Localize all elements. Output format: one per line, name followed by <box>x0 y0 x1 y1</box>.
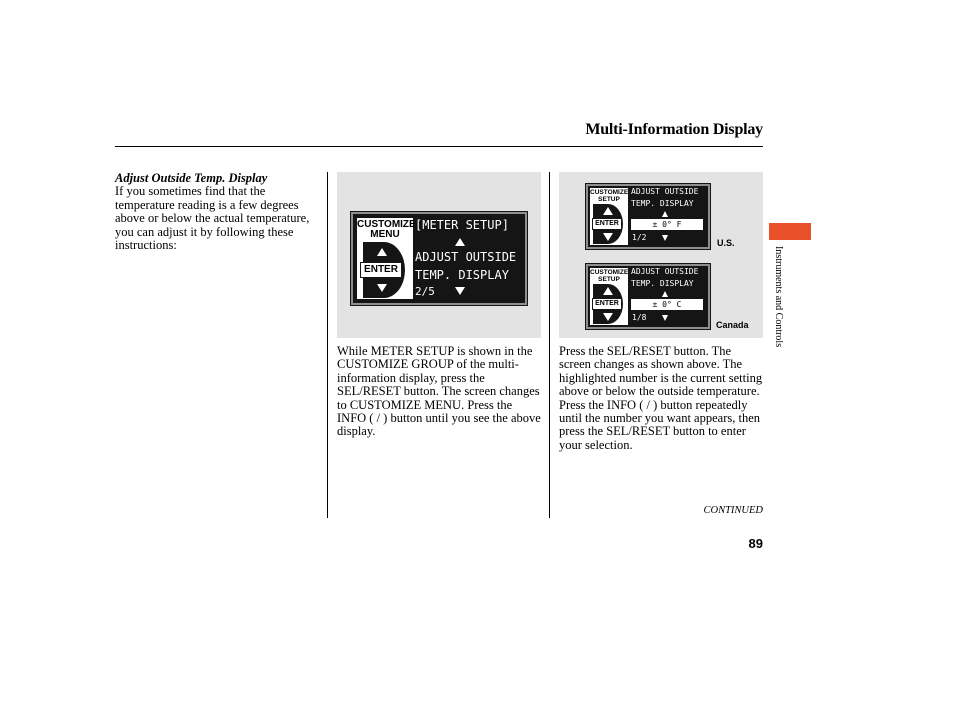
figure-adjust-temp <box>559 172 763 338</box>
page-title: Multi-Information Display <box>585 121 763 138</box>
section-tab-label <box>770 246 784 376</box>
temp-offset-value: ± 0° F <box>631 219 703 230</box>
up-arrow-icon <box>603 287 613 295</box>
up-arrow-icon <box>662 211 668 217</box>
intro-paragraph: If you sometimes find that the temperature reading is a few degrees above or below the actual temperature, you can adjust it by following these instructions: <box>115 184 310 253</box>
display-screen-canada <box>586 264 710 329</box>
customize-label: CUSTOMIZE <box>357 219 416 230</box>
up-arrow-icon <box>662 291 668 297</box>
screen-line-adjust: ADJUST OUTSIDE <box>631 187 699 196</box>
temp-offset-value: ± 0° C <box>631 299 703 310</box>
screen-left-panel <box>590 188 628 245</box>
customize-label: CUSTOMIZE <box>590 269 629 276</box>
left-column <box>115 172 315 252</box>
header-rule <box>115 146 763 147</box>
down-arrow-icon <box>662 315 668 321</box>
down-arrow-icon <box>662 235 668 241</box>
display-screen <box>351 212 527 305</box>
screen-line-meter-setup: [METER SETUP] <box>415 218 509 232</box>
enter-label: ENTER <box>592 218 622 230</box>
menu-label: MENU <box>370 229 400 240</box>
up-arrow-icon <box>603 207 613 215</box>
column-divider-right <box>549 172 550 518</box>
setup-label: SETUP <box>598 196 620 203</box>
up-arrow-icon <box>377 248 387 256</box>
column-divider-left <box>327 172 328 518</box>
enter-label: ENTER <box>360 262 402 278</box>
middle-column-text: While METER SETUP is shown in the CUSTOMIZE GROUP of the multi-information display, press the SEL/RESET button. The screen changes to CUSTOMIZE MENU. Press the INFO ( / ) button until you see the above display. <box>337 344 541 439</box>
screen-line-adjust: ADJUST OUTSIDE <box>415 250 517 264</box>
display-screen-us <box>586 184 710 249</box>
screen-left-panel <box>590 268 628 325</box>
figure-customize-menu <box>337 172 541 338</box>
section-tab-marker <box>769 223 811 240</box>
region-label-us: U.S. <box>717 238 735 248</box>
screen-line-adjust: ADJUST OUTSIDE <box>631 267 699 276</box>
screen-line-temp-display: TEMP. DISPLAY <box>631 199 694 208</box>
section-tab-text: Instruments and Controls <box>773 246 784 348</box>
customize-label: CUSTOMIZE <box>590 189 629 196</box>
down-arrow-icon <box>455 287 465 295</box>
down-arrow-icon <box>603 233 613 241</box>
continued-label: CONTINUED <box>703 505 763 516</box>
setup-label: SETUP <box>598 276 620 283</box>
down-arrow-icon <box>377 284 387 292</box>
page-number: 89 <box>748 536 763 551</box>
page-indicator: 1/2 <box>632 233 647 242</box>
enter-label: ENTER <box>592 298 622 310</box>
screen-left-panel <box>357 218 416 299</box>
right-column-text: Press the SEL/RESET button. The screen changes as shown above. The highlighted number is the current setting above or below the outside temperature. Press the INFO ( / ) button repeatedly until the number you want appears, then press the SEL/RESET button to enter your selection. <box>559 344 763 452</box>
page-indicator: 2/5 <box>415 285 435 298</box>
down-arrow-icon <box>603 313 613 321</box>
page-indicator: 1/8 <box>632 313 647 322</box>
region-label-canada: Canada <box>716 320 749 330</box>
screen-line-temp-display: TEMP. DISPLAY <box>631 279 694 288</box>
up-arrow-icon <box>455 238 465 246</box>
section-heading: Adjust Outside Temp. Display <box>115 171 268 185</box>
screen-line-temp-display: TEMP. DISPLAY <box>415 268 509 282</box>
